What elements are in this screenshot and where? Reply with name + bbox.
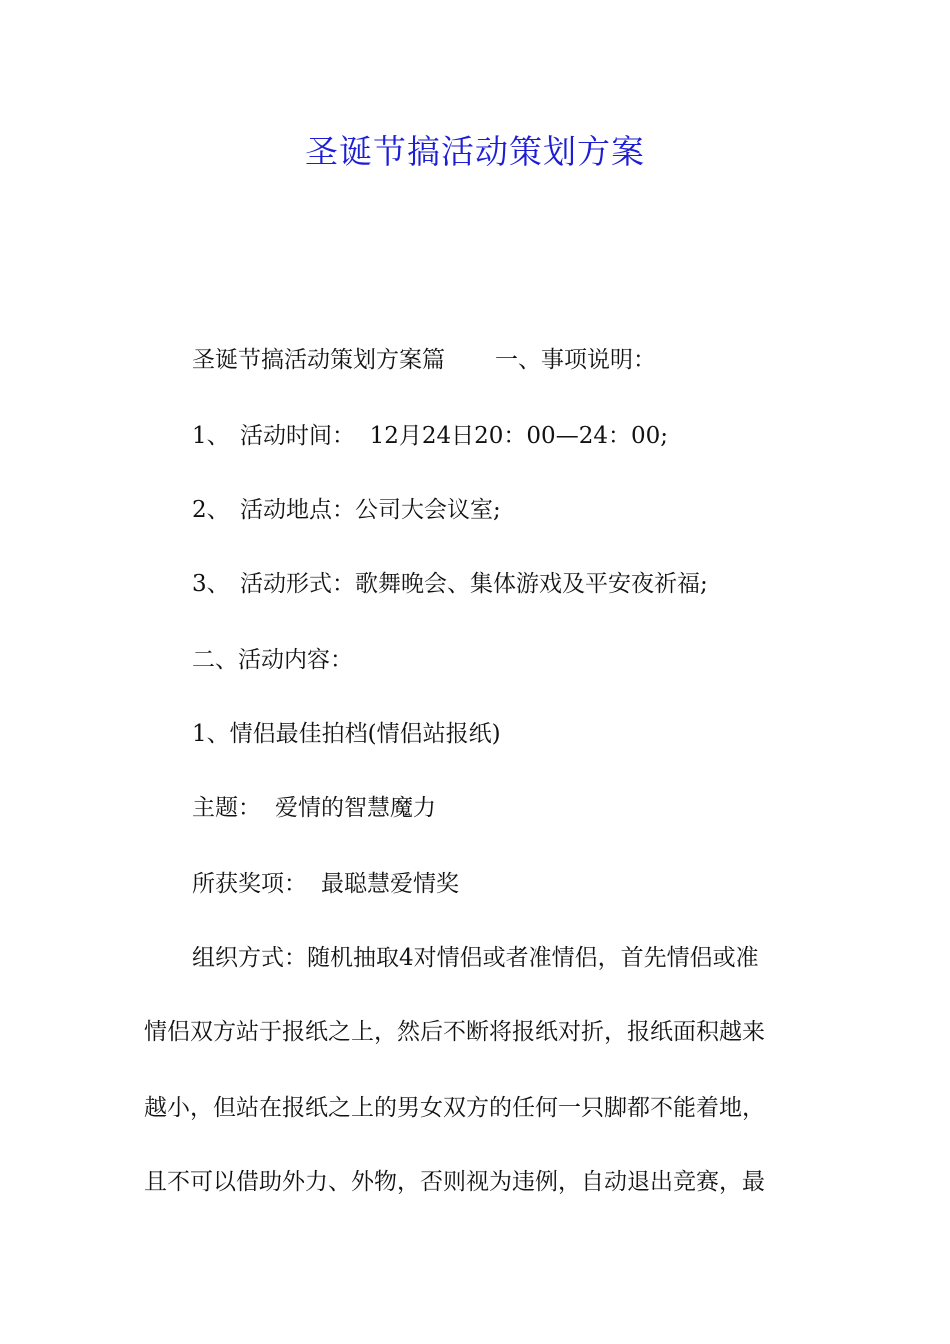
theme-line bbox=[192, 792, 436, 824]
paragraph-line: 组织方式：随机抽取4对情侣或者准情侣，首先情侣或准 bbox=[192, 945, 759, 971]
activity-heading: 1、情侣最佳拍档(情侣站报纸) bbox=[192, 721, 501, 747]
document-title: 圣诞节搞活动策划方案 bbox=[305, 132, 645, 171]
list-item-text: 活动时间： 12月24日20：00—24：00; bbox=[240, 423, 668, 449]
intro-heading: 圣诞节搞活动策划方案篇 bbox=[192, 347, 445, 373]
section-2-heading: 二、活动内容： bbox=[192, 647, 353, 673]
list-item-text: 活动地点：公司大会议室; bbox=[240, 497, 501, 523]
award-label: 所获奖项： bbox=[192, 871, 307, 897]
paragraph-line: 越小，但站在报纸之上的男女双方的任何一只脚都不能着地， bbox=[144, 1095, 765, 1121]
list-item bbox=[192, 494, 501, 526]
list-item bbox=[192, 420, 668, 452]
list-item-number: 1、 bbox=[192, 423, 230, 449]
theme-label: 主题： bbox=[192, 795, 261, 821]
list-item-text: 活动形式：歌舞晚会、集体游戏及平安夜祈福; bbox=[240, 571, 708, 597]
list-item-number: 2、 bbox=[192, 497, 230, 523]
paragraph-line: 且不可以借助外力、外物，否则视为违例，自动退出竞赛，最 bbox=[144, 1169, 765, 1195]
theme-value: 爱情的智慧魔力 bbox=[275, 795, 436, 821]
award-value: 最聪慧爱情奖 bbox=[321, 871, 459, 897]
list-item bbox=[192, 568, 708, 600]
paragraph-line: 情侣双方站于报纸之上，然后不断将报纸对折，报纸面积越来 bbox=[144, 1019, 765, 1045]
section-1-heading: 一、事项说明： bbox=[495, 347, 656, 373]
intro-line bbox=[192, 344, 656, 376]
list-item-number: 3、 bbox=[192, 571, 230, 597]
award-line bbox=[192, 868, 459, 900]
